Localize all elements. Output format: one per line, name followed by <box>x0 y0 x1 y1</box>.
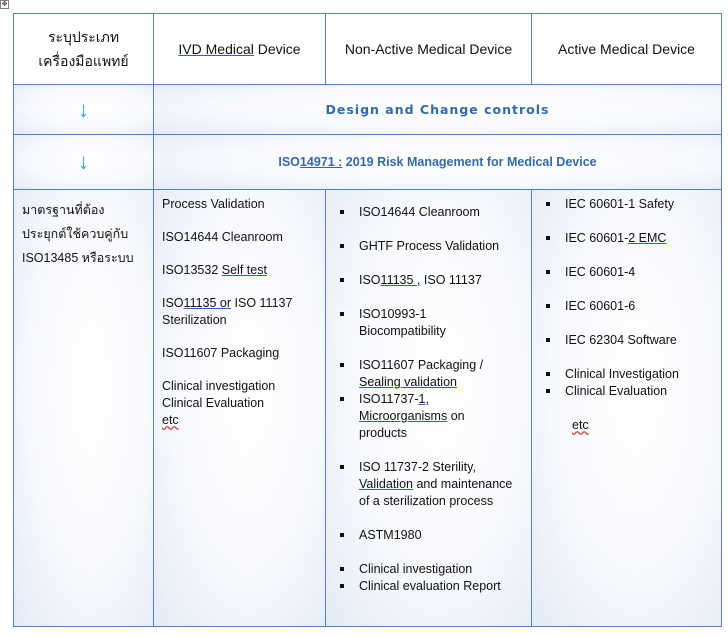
iso11737-1-line3: products <box>359 426 407 440</box>
ivd-self-test <box>162 262 317 279</box>
standards-label-line1: มาตรฐานที่ต้อง <box>22 203 105 217</box>
iso11737-2-line1: ISO 11737-2 Sterility, <box>359 460 476 474</box>
design-row <box>14 85 722 135</box>
ivd-packaging: ISO11607 Packaging <box>162 346 280 360</box>
list-item: IEC 60601-6 <box>538 298 715 315</box>
ivd-process-validation: Process Validation <box>162 197 265 211</box>
iso10993-line1: ISO10993-1 <box>359 307 427 321</box>
standards-table <box>13 13 722 627</box>
ivd-standards-cell[interactable] <box>154 190 326 627</box>
active-header-text: Active Medical Device <box>558 41 695 57</box>
list-item <box>538 230 715 247</box>
ivd-header-suffix: Device <box>253 41 301 57</box>
standards-label-cell[interactable] <box>14 190 154 627</box>
iso11737-1-underlined: 1, <box>418 392 429 406</box>
ivd-sterilization <box>162 295 317 329</box>
ivd-etc-text: etc <box>162 413 179 427</box>
list-item: Clinical investigation <box>332 561 525 578</box>
list-item: IEC 62304 Software <box>538 332 715 349</box>
iso-rest: 2019 Risk Management for Medical Device <box>342 155 597 169</box>
list-item: GHTF Process Validation <box>332 238 525 255</box>
iso11737-1-line2-underlined: Microorganisms <box>359 409 448 423</box>
iso11737-2-line2-underlined: Validation <box>359 477 413 491</box>
iso11737-2-line2-rest: and maintenance <box>412 477 513 491</box>
ivd-steril-prefix: ISO <box>162 296 184 310</box>
ivd-steril-underlined: 11135 or <box>183 296 232 310</box>
iec60601-2-prefix: IEC 60601- <box>565 231 629 245</box>
iso11737-1-line2-rest: on <box>447 409 465 423</box>
iso11607-line2: Sealing validation <box>359 375 457 389</box>
list-item <box>332 272 525 289</box>
ivd-clinical-evaluation: Clinical Evaluation <box>162 396 265 410</box>
active-standards-list <box>538 196 715 434</box>
ivd-steril-line2: Sterilization <box>162 313 227 327</box>
standards-label-line3: ISO13485 หรือระบบ <box>22 251 134 265</box>
list-item <box>332 306 525 340</box>
ivd-etc <box>162 412 317 429</box>
standards-row <box>14 190 722 627</box>
device-type-header-line2: เครื่องมือแพทย์ <box>38 53 129 69</box>
ivd-clinical-investigation: Clinical investigation <box>162 379 276 393</box>
iso11607-line1: ISO11607 Packaging / <box>359 358 484 372</box>
iso10993-line2: Biocompatibility <box>359 324 446 338</box>
ivd-header-underlined: IVD Medical <box>178 41 254 57</box>
iso-row <box>14 135 722 190</box>
list-item <box>332 459 525 510</box>
ivd-cleanroom: ISO14644 Cleanroom <box>162 230 283 244</box>
list-item: ISO14644 Cleanroom <box>332 204 525 221</box>
active-header-cell[interactable] <box>532 14 722 85</box>
ivd-self-test-underlined: Self test <box>221 263 267 277</box>
iso-prefix: ISO <box>278 155 300 169</box>
table-move-handle-icon[interactable]: ✥ <box>1 1 8 8</box>
ivd-header-cell[interactable] <box>154 14 326 85</box>
iso11737-1-prefix: ISO11737- <box>359 392 419 406</box>
non-active-standards-list <box>332 204 525 595</box>
iso11135-rest: ISO 11137 <box>420 273 482 287</box>
list-item: Clinical Evaluation <box>538 383 715 400</box>
non-active-header-text: Non-Active Medical Device <box>344 41 513 57</box>
standards-label-line2: ประยุกต์ใช้ควบคู่กับ <box>22 227 129 241</box>
risk-management-cell[interactable] <box>154 135 722 190</box>
iso-number: 14971 : <box>299 155 343 169</box>
iso11737-2-line3: of a sterilization process <box>359 494 494 508</box>
non-active-standards-cell[interactable] <box>326 190 532 627</box>
iso-arrow-cell[interactable] <box>14 135 154 190</box>
design-change-controls-cell[interactable] <box>154 85 722 135</box>
ivd-steril-rest: ISO 11137 <box>231 296 293 310</box>
list-item <box>538 417 715 434</box>
iso11135-prefix: ISO <box>359 273 381 287</box>
list-item: IEC 60601-4 <box>538 264 715 281</box>
active-etc-text: etc <box>572 418 589 432</box>
device-type-header-cell[interactable] <box>14 14 154 85</box>
design-change-controls-title: Design and Change controls <box>325 102 550 117</box>
non-active-header-cell[interactable] <box>326 14 532 85</box>
list-item <box>332 391 525 442</box>
arrow-down-icon: ↓ <box>78 149 89 174</box>
iec60601-2-underlined: 2 EMC <box>628 231 667 245</box>
list-item: IEC 60601-1 Safety <box>538 196 715 213</box>
list-item <box>332 357 525 391</box>
header-row <box>14 14 722 85</box>
list-item: Clinical evaluation Report <box>332 578 525 595</box>
arrow-down-icon: ↓ <box>78 96 89 122</box>
design-arrow-cell[interactable] <box>14 85 154 135</box>
active-standards-cell[interactable] <box>532 190 722 627</box>
list-item: ASTM1980 <box>332 527 525 544</box>
iso11135-underlined: 11135 , <box>380 273 421 287</box>
list-item: Clinical Investigation <box>538 366 715 383</box>
device-type-header-line1: ระบุประเภท <box>47 29 120 45</box>
ivd-self-test-prefix: ISO13532 <box>162 263 222 277</box>
